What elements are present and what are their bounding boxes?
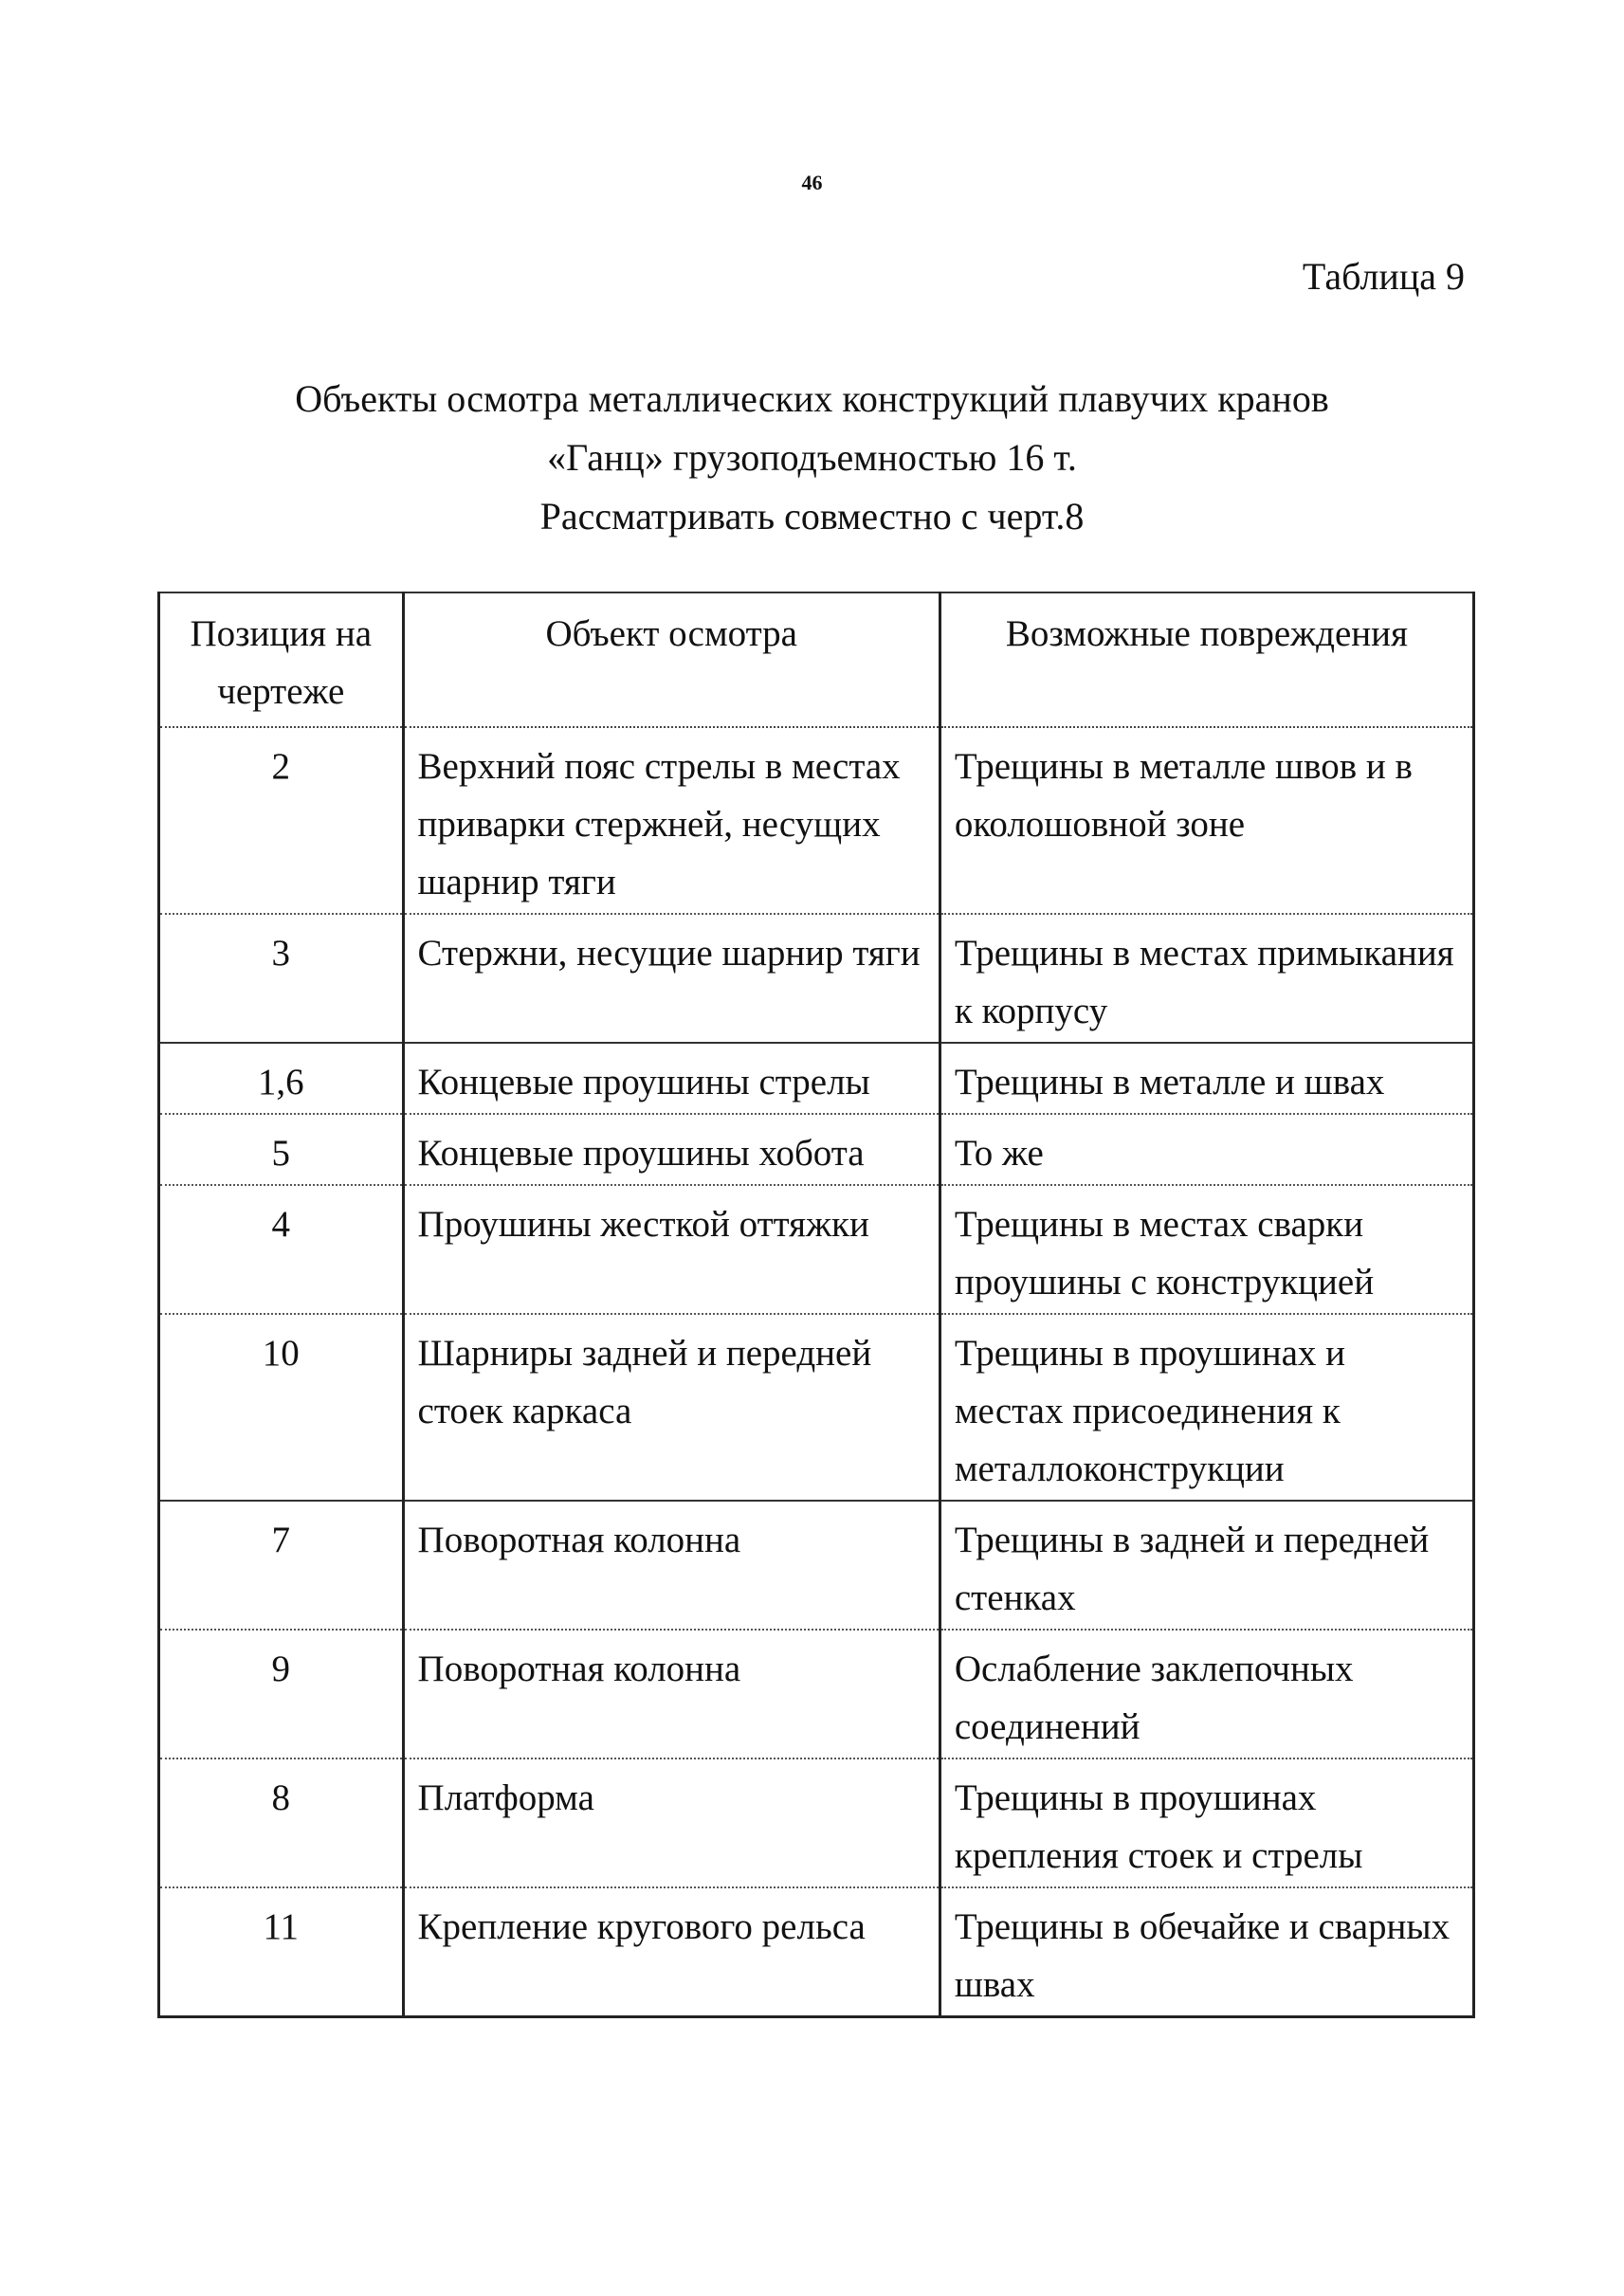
cell-position: 1,6	[159, 1043, 404, 1114]
table-row	[159, 1887, 1474, 2017]
cell-object: Концевые проушины стрелы	[403, 1043, 940, 1114]
header-damage: Возможные повреждения	[940, 592, 1473, 727]
cell-position: 11	[159, 1887, 404, 2017]
cell-position: 4	[159, 1185, 404, 1314]
header-object: Объект осмотра	[403, 592, 940, 727]
table-row	[159, 914, 1474, 1043]
cell-object: Платформа	[403, 1758, 940, 1887]
table-row	[159, 1758, 1474, 1887]
cell-damage: Трещины в задней и передней стенках	[940, 1501, 1473, 1630]
cell-position: 7	[159, 1501, 404, 1630]
page-number: 46	[801, 171, 823, 194]
table-row	[159, 727, 1474, 914]
cell-damage: Трещины в местах примыкания к корпусу	[940, 914, 1473, 1043]
cell-object: Шарниры задней и передней стоек каркаса	[403, 1314, 940, 1501]
title-line-3: Рассматривать совместно с черт.8	[539, 495, 1085, 538]
cell-position: 5	[159, 1114, 404, 1185]
table-row	[159, 1114, 1474, 1185]
cell-object: Крепление кругового рельса	[403, 1887, 940, 2017]
cell-damage: Трещины в проушинах крепления стоек и стрелы	[940, 1758, 1473, 1887]
cell-damage: Трещины в проушинах и местах присоединения к металлоконструкции	[940, 1314, 1473, 1501]
title-line-1: Объекты осмотра металлических конструкций плавучих кранов	[295, 377, 1329, 420]
inspection-table	[157, 592, 1475, 2018]
table-header-row	[159, 592, 1474, 727]
table-row	[159, 1630, 1474, 1758]
cell-damage: Трещины в обечайке и сварных швах	[940, 1887, 1473, 2017]
table-row	[159, 1185, 1474, 1314]
cell-position: 3	[159, 914, 404, 1043]
cell-damage: Трещины в металле и швах	[940, 1043, 1473, 1114]
cell-object: Поворотная колонна	[403, 1501, 940, 1630]
cell-object: Концевые проушины хобота	[403, 1114, 940, 1185]
cell-position: 2	[159, 727, 404, 914]
cell-damage: Трещины в металле швов и в околошовной зоне	[940, 727, 1473, 914]
table-label: Таблица 9	[1302, 255, 1465, 298]
cell-damage: Ослабление заклепочных соединений	[940, 1630, 1473, 1758]
table-row	[159, 1314, 1474, 1501]
table-title	[152, 370, 1472, 546]
cell-object: Проушины жесткой оттяжки	[403, 1185, 940, 1314]
header-position: Позиция на чертеже	[159, 592, 404, 727]
table-row	[159, 1501, 1474, 1630]
title-line-2: «Ганц» грузоподъемностью 16 т.	[547, 436, 1077, 479]
cell-position: 9	[159, 1630, 404, 1758]
table-row	[159, 1043, 1474, 1114]
cell-object: Верхний пояс стрелы в местах приварки стержней, несущих шарнир тяги	[403, 727, 940, 914]
cell-position: 8	[159, 1758, 404, 1887]
cell-damage: Трещины в местах сварки проушины с конструкцией	[940, 1185, 1473, 1314]
cell-object: Поворотная колонна	[403, 1630, 940, 1758]
cell-object: Стержни, несущие шарнир тяги	[403, 914, 940, 1043]
cell-position: 10	[159, 1314, 404, 1501]
cell-damage: То же	[940, 1114, 1473, 1185]
